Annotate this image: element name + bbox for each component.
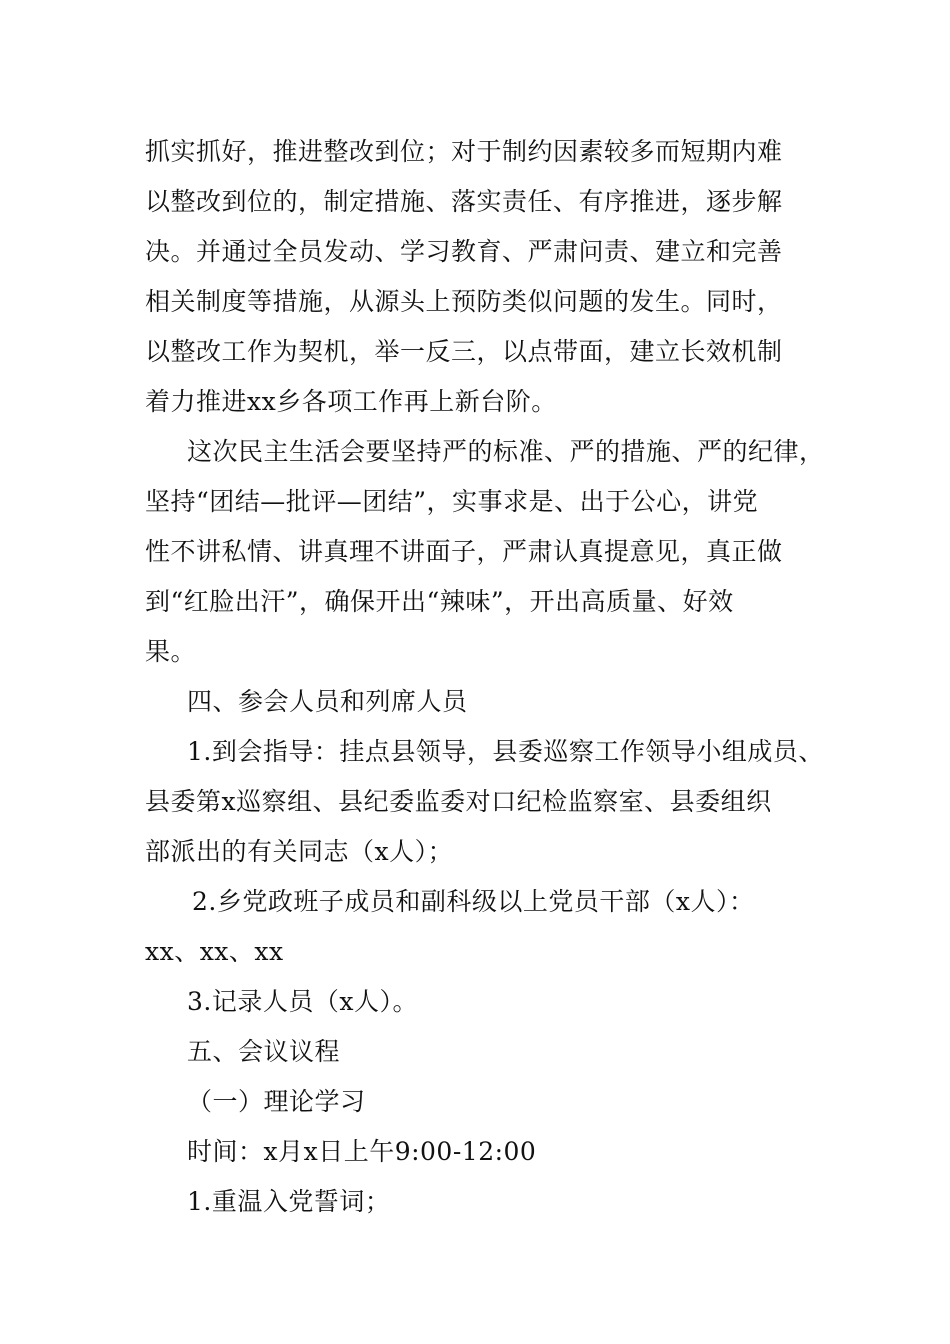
- paragraph-line: 到“红脸出汗”，确保开出“辣味”，开出高质量、好效: [145, 587, 734, 616]
- paragraph-line: 坚持“团结—批评—团结”，实事求是、出于公心，讲党: [145, 487, 759, 516]
- list-item: 3.记录人员（x人）。: [187, 987, 418, 1016]
- paragraph-line: xx、xx、xx: [145, 937, 284, 966]
- subsection-heading: （一）理论学习: [187, 1087, 366, 1116]
- list-item: 1.到会指导：挂点县领导，县委巡察工作领导小组成员、: [187, 737, 824, 766]
- paragraph-line: 抓实抓好，推进整改到位；对于制约因素较多而短期内难: [145, 137, 783, 166]
- list-item: 2.乡党政班子成员和副科级以上党员干部（x人）：: [192, 887, 755, 916]
- list-item: 1.重温入党誓词；: [187, 1187, 391, 1216]
- time-line: 时间：x月x日上午9:00-12:00: [187, 1137, 537, 1166]
- paragraph-line: 县委第x巡察组、县纪委监委对口纪检监察室、县委组织: [145, 787, 772, 816]
- paragraph-line: 着力推进xx乡各项工作再上新台阶。: [145, 387, 557, 416]
- paragraph-line: 果。: [145, 637, 197, 666]
- paragraph-line: 以整改工作为契机，举一反三，以点带面，建立长效机制: [145, 337, 783, 366]
- paragraph-line: 这次民主生活会要坚持严的标准、严的措施、严的纪律，: [187, 437, 825, 466]
- paragraph-line: 部派出的有关同志（x人）；: [145, 837, 454, 866]
- paragraph-line: 相关制度等措施，从源头上预防类似问题的发生。同时，: [145, 287, 783, 316]
- section-heading: 五、会议议程: [187, 1037, 341, 1066]
- paragraph-line: 以整改到位的，制定措施、落实责任、有序推进，逐步解: [145, 187, 783, 216]
- paragraph-line: 性不讲私情、讲真理不讲面子，严肃认真提意见，真正做: [145, 537, 783, 566]
- paragraph-line: 决。并通过全员发动、学习教育、严肃问责、建立和完善: [145, 237, 783, 266]
- section-heading: 四、参会人员和列席人员: [187, 687, 468, 716]
